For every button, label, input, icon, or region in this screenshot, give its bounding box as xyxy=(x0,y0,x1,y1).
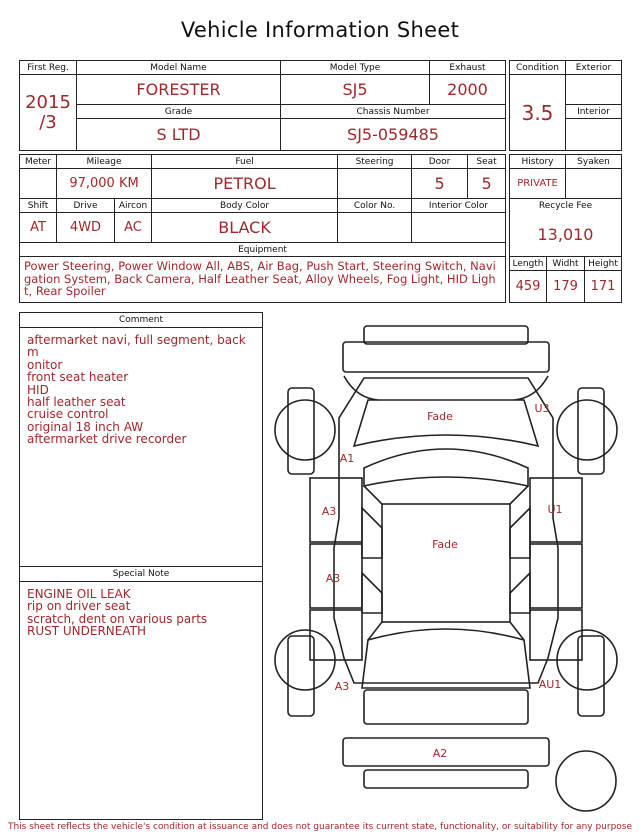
chassis-number-value: SJ5-059485 xyxy=(281,119,506,151)
mark-right-rear-quarter: AU1 xyxy=(538,678,562,691)
interior-label: Interior xyxy=(566,105,622,119)
mark-front-right: U3 xyxy=(534,402,550,415)
aircon-value: AC xyxy=(115,213,152,243)
special-note-label: Special Note xyxy=(20,567,262,582)
mileage-label: Mileage xyxy=(57,155,152,169)
seat-label: Seat xyxy=(468,155,506,169)
chassis-number-label: Chassis Number xyxy=(281,105,506,119)
height-value: 171 xyxy=(585,271,622,303)
right-rear-door xyxy=(530,544,582,608)
car-body xyxy=(334,378,558,683)
wheel-front-right xyxy=(557,400,617,460)
condition-score: 3.5 xyxy=(510,75,566,151)
exterior-value xyxy=(566,75,622,105)
exterior-label: Exterior xyxy=(566,61,622,75)
history-label: History xyxy=(510,155,566,169)
hood-panel xyxy=(354,400,538,446)
mark-right-front-door: U1 xyxy=(547,503,563,516)
first-reg-month: /3 xyxy=(39,111,57,133)
syaken-label: Syaken xyxy=(566,155,622,169)
disclaimer-footer: This sheet reflects the vehicle's condition at issuance and does not guarantee its current state, functionality, or suitability for any purpose xyxy=(7,822,633,832)
steering-value xyxy=(338,169,412,199)
first-reg-value xyxy=(20,75,77,151)
comment-box xyxy=(19,312,263,567)
history-value: PRIVATE xyxy=(510,169,566,199)
model-name-label: Model Name xyxy=(77,61,281,75)
mark-left-front-door: A3 xyxy=(321,505,337,518)
door-label: Door xyxy=(412,155,468,169)
meter-label: Meter xyxy=(20,155,57,169)
right-rear-quarter xyxy=(530,610,582,660)
drive-value: 4WD xyxy=(57,213,115,243)
body-color-label: Body Color xyxy=(152,199,338,213)
mileage-value: 97,000 KM xyxy=(57,169,152,199)
right-windows xyxy=(510,508,530,613)
length-label: Length xyxy=(510,257,547,271)
roof xyxy=(382,504,510,622)
equipment-value: Power Steering, Power Window All, ABS, Air Bag, Push Start, Steering Switch, Navigation System, Back Camera, Half Leather Seat, Alloy Wheels, Fog Light, HID Light, Rear Spoiler xyxy=(20,257,506,303)
door-value: 5 xyxy=(412,169,468,199)
rear-window xyxy=(362,629,530,688)
body-color-value: BLACK xyxy=(152,213,338,243)
spare-wheel xyxy=(556,751,616,811)
headlight-right xyxy=(514,376,548,400)
windshield xyxy=(364,449,528,486)
damage-labels xyxy=(322,402,563,760)
width-value: 179 xyxy=(547,271,585,303)
fuel-label: Fuel xyxy=(152,155,338,169)
mark-hood: Fade xyxy=(427,410,453,423)
shift-label: Shift xyxy=(20,199,57,213)
fuel-value: PETROL xyxy=(152,169,338,199)
interior-value xyxy=(566,119,622,151)
recycle-fee-value: 13,010 xyxy=(510,213,622,257)
comment-text: aftermarket navi, full segment, back m onitor front seat heater HID half leather seat cruise control original 18 inch AW aftermarket drive recorder xyxy=(27,333,246,447)
left-windows xyxy=(362,508,382,613)
mark-roof: Fade xyxy=(432,538,458,551)
exhaust-label: Exhaust xyxy=(430,61,506,75)
model-name-value: FORESTER xyxy=(77,75,281,105)
syaken-value xyxy=(566,169,622,199)
special-note-text: ENGINE OIL LEAK rip on driver seat scratch, dent on various parts RUST UNDERNEATH xyxy=(27,587,208,639)
mark-rear-bumper: A2 xyxy=(432,747,448,760)
color-no-value xyxy=(338,213,412,243)
first-reg-year: 2015 xyxy=(25,91,71,113)
width-label: Widht xyxy=(547,257,585,271)
mark-left-rear-quarter: A3 xyxy=(334,680,350,693)
model-type-value: SJ5 xyxy=(281,75,430,105)
steering-label: Steering xyxy=(338,155,412,169)
shift-value: AT xyxy=(20,213,57,243)
left-rear-quarter xyxy=(310,610,362,660)
spec-table xyxy=(19,154,506,303)
exhaust-value: 2000 xyxy=(430,75,506,105)
mark-front-left-pillar: A1 xyxy=(339,452,355,465)
history-table xyxy=(509,154,622,303)
comment-label: Comment xyxy=(20,313,262,328)
model-type-label: Model Type xyxy=(281,61,430,75)
front-bumper xyxy=(343,342,549,372)
seat-value: 5 xyxy=(468,169,506,199)
color-no-label: Color No. xyxy=(338,199,412,213)
mark-left-rear-door: A3 xyxy=(325,572,341,585)
aircon-label: Aircon xyxy=(115,199,152,213)
car-damage-diagram xyxy=(268,318,624,818)
first-reg-label: First Reg. xyxy=(20,61,77,75)
grade-value: S LTD xyxy=(77,119,281,151)
equipment-label: Equipment xyxy=(20,243,506,257)
recycle-fee-label: Recycle Fee xyxy=(510,199,622,213)
roof-pillars xyxy=(364,486,528,640)
car-outline xyxy=(275,326,617,811)
height-label: Height xyxy=(585,257,622,271)
meter-value xyxy=(20,169,57,199)
headlight-left xyxy=(344,376,378,400)
length-value: 459 xyxy=(510,271,547,303)
grade-label: Grade xyxy=(77,105,281,119)
page-title: Vehicle Information Sheet xyxy=(180,18,460,42)
condition-label: Condition xyxy=(510,61,566,75)
special-note-box xyxy=(19,566,263,820)
condition-table xyxy=(509,60,622,151)
trunk-lid xyxy=(364,690,528,724)
wheel-front-left xyxy=(275,400,335,460)
rear-bumper-lower xyxy=(364,770,528,788)
interior-color-label: Interior Color xyxy=(412,199,506,213)
drive-label: Drive xyxy=(57,199,115,213)
model-info-table xyxy=(19,60,506,151)
interior-color-value xyxy=(412,213,506,243)
